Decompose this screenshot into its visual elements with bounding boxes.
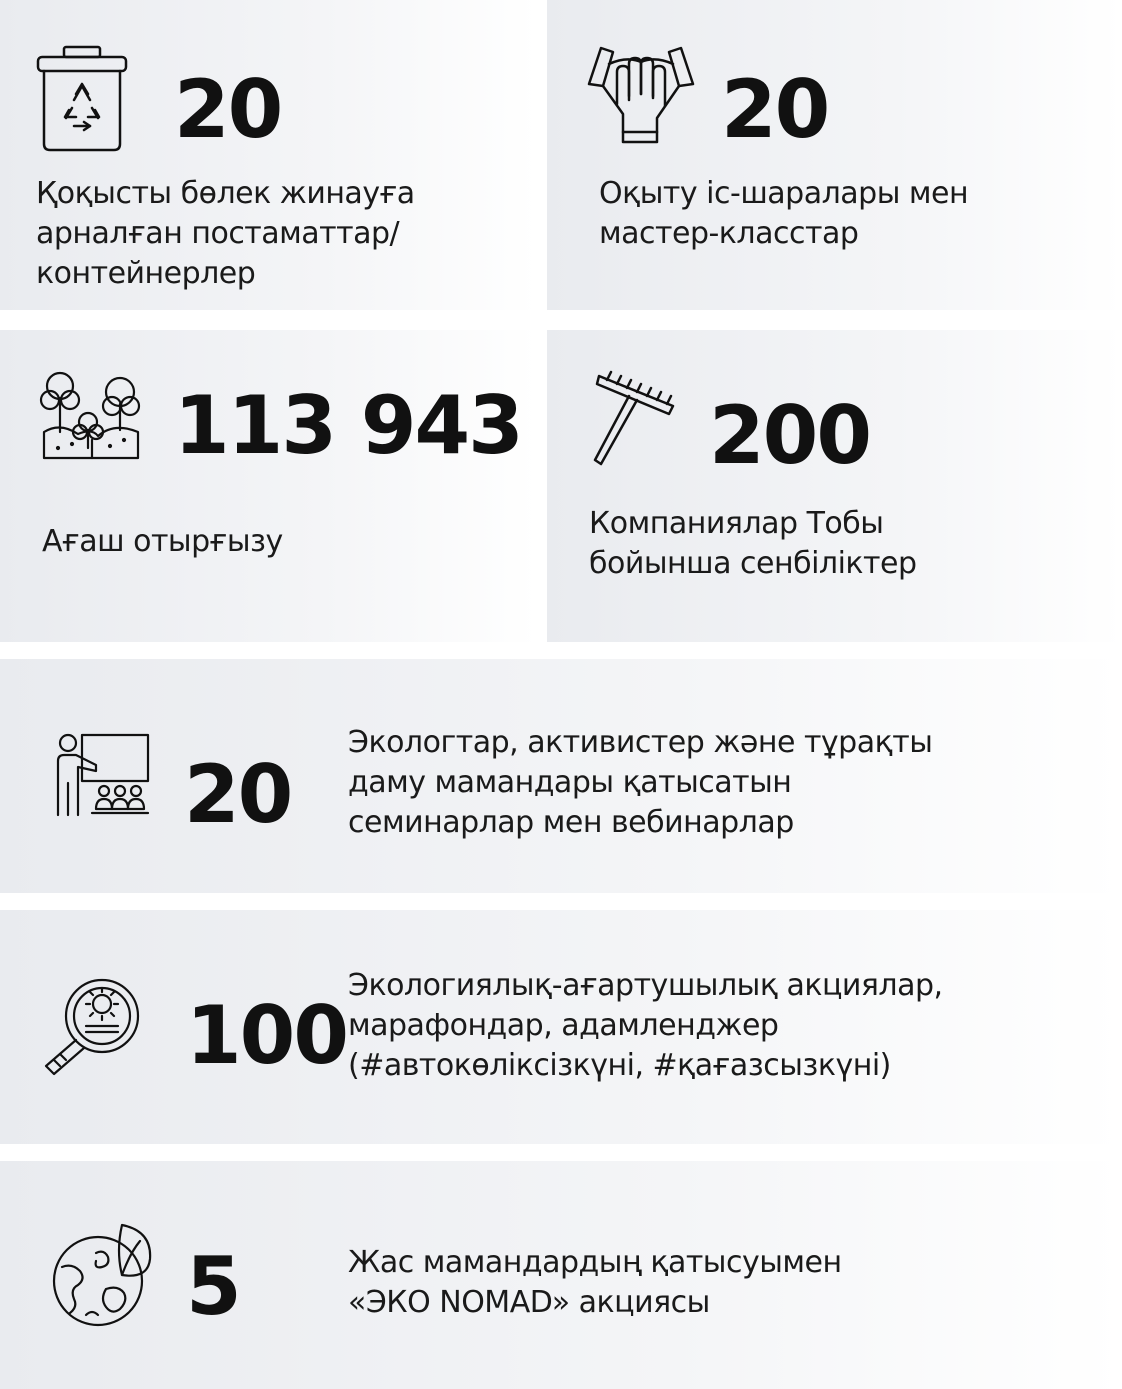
recycle-bin-icon — [36, 44, 128, 154]
stat-value: 20 — [721, 63, 829, 156]
magnifier-virus-icon — [42, 976, 142, 1076]
globe-leaf-icon — [52, 1223, 154, 1329]
stat-card-eco-nomad — [0, 1161, 1122, 1389]
stat-label: Компаниялар Тобы бойынша сенбіліктер — [589, 506, 917, 581]
stat-label: Қоқысты бөлек жинауға арналған постаматтар/ контейнерлер — [36, 176, 415, 291]
stat-card-campaigns — [0, 910, 1122, 1144]
stat-label: Жас мамандардың қатысуымен «ЭКО NOMAD» акциясы — [348, 1245, 842, 1320]
trees-icon — [38, 370, 144, 462]
stat-value: 100 — [186, 989, 347, 1082]
stat-label: Оқыту іс-шаралары мен мастер-класстар — [599, 176, 969, 251]
stat-card-seminars — [0, 659, 1122, 893]
stat-card-containers — [0, 0, 537, 310]
stat-value: 200 — [709, 389, 870, 482]
stat-value: 5 — [186, 1240, 240, 1333]
stat-value: 20 — [174, 63, 282, 156]
stat-label: Экологиялық-ағартушылық акциялар, марафондар, адамленджер (#автокөліксізкүні, #қағазсызкүні) — [348, 968, 943, 1083]
stat-label: Ағаш отырғызу — [42, 524, 283, 559]
stat-value: 20 — [184, 748, 292, 841]
presentation-icon — [52, 733, 152, 817]
stat-card-trainings — [547, 0, 1122, 310]
stat-card-trees — [0, 330, 537, 642]
gloves-hands-icon — [587, 44, 695, 148]
stat-value: 113 943 — [174, 379, 522, 472]
rake-icon — [589, 370, 679, 466]
stat-card-subbotniks — [547, 330, 1122, 642]
stat-label: Экологтар, активистер және тұрақты даму мамандары қатысатын семинарлар мен вебинарлар — [348, 725, 933, 840]
